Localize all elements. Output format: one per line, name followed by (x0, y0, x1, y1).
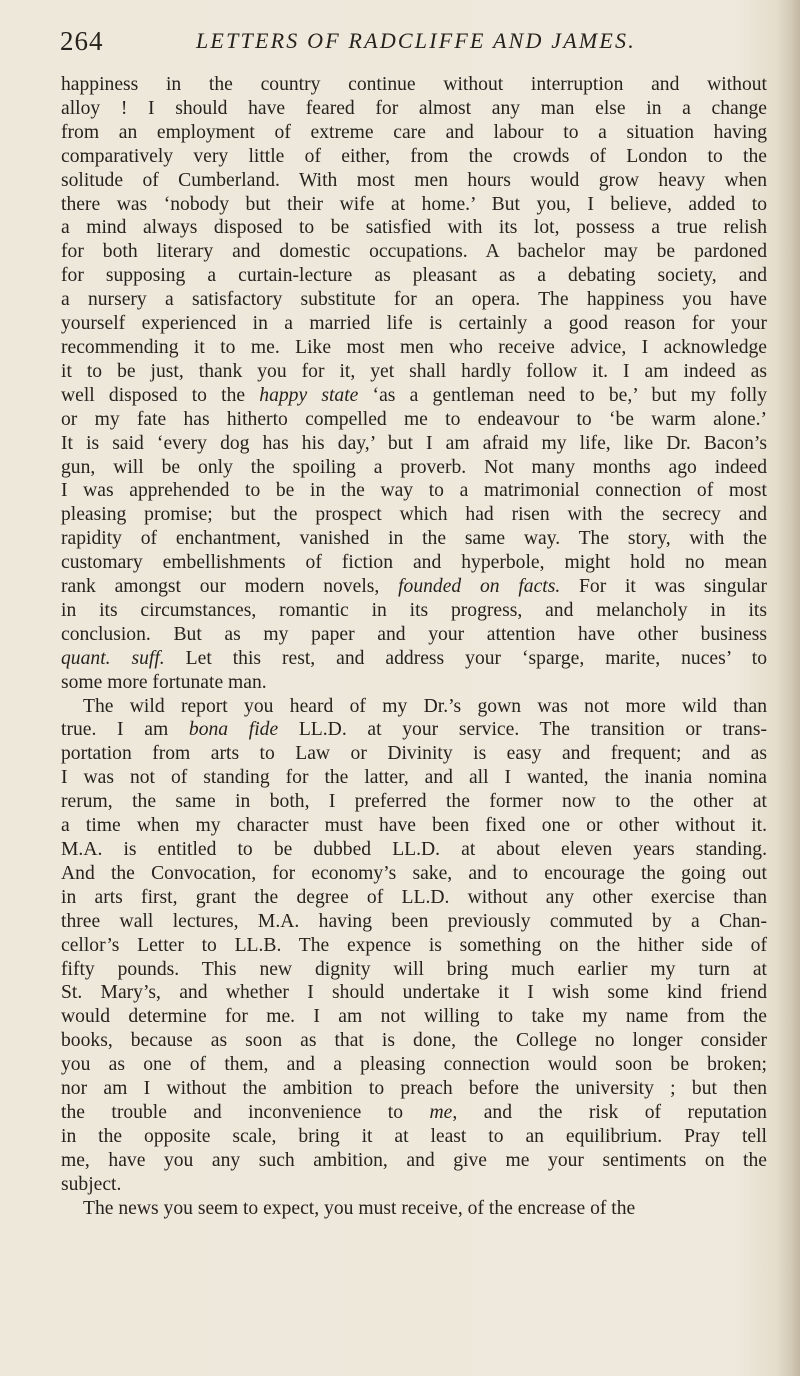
italic-phrase: quant. suff. (61, 647, 165, 669)
text-line: in arts first, grant the degree of LL.D. without any other exercise than (61, 886, 767, 908)
text-segment: , and the risk of reputation (452, 1101, 767, 1123)
text-line: books, because as soon as that is done, the College no longer consider (61, 1030, 767, 1052)
text-line: subject. (61, 1173, 122, 1195)
text-line: in its circumstances, romantic in its progress, and melancholy in its (61, 599, 767, 621)
text-line: rerum, the same in both, I preferred the former now to the other at (61, 791, 767, 813)
text-line: a time when my character must have been fixed one or other without it. (61, 815, 767, 837)
text-line (61, 718, 767, 742)
text-line: The wild report you heard of my Dr.’s gown was not more wild than (83, 695, 767, 717)
text-line: or my fate has hitherto compelled me to endeavour to ‘be warm alone.’ (61, 408, 767, 430)
text-segment: LL.D. at your service. The transition or trans- (278, 719, 768, 741)
page-number: 264 (60, 26, 104, 56)
italic-phrase: happy state (259, 384, 359, 406)
text-line: M.A. is entitled to be dubbed LL.D. at about eleven years standing. (61, 839, 767, 860)
text-segment: the trouble and inconvenience to (61, 1101, 430, 1123)
text-line: customary embellishments of fiction and hyperbole, might hold no mean (61, 552, 767, 574)
text-line: The news you seem to expect, you must receive, of the encrease of the (83, 1197, 636, 1219)
text-line (61, 647, 767, 671)
text-line: rapidity of enchantment, vanished in the same way. The story, with the (61, 528, 767, 550)
text-line: gun, will be only the spoiling a proverb. Not many months ago indeed (61, 456, 767, 478)
text-line: And the Convocation, for economy’s sake, and to encourage the going out (61, 862, 767, 884)
text-line: I was not of standing for the latter, and all I wanted, the inania nomina (61, 767, 767, 789)
text-segment: rank amongst our modern novels, (61, 576, 399, 598)
text-line: St. Mary’s, and whether I should undertake it I wish some kind friend (61, 982, 767, 1004)
text-segment: Let this rest, and address your ‘sparge, marite, nuces’ to (164, 647, 767, 669)
text-segment: For it was singular (560, 576, 768, 598)
text-line: conclusion. But as my paper and your attention have other business (61, 623, 767, 645)
text-line (61, 1101, 767, 1125)
text-line: a mind always disposed to be satisfied with its lot, possess a true relish (61, 217, 767, 239)
text-line: I was apprehended to be in the way to a matrimonial connection of most (61, 480, 767, 502)
text-line: recommending it to me. Like most men who receive advice, I acknowledge (61, 336, 767, 358)
text-line: solitude of Cumberland. With most men hours would grow heavy when (61, 169, 767, 191)
text-line: It is said ‘every dog has his day,’ but I am afraid my life, like Dr. Bacon’s (61, 432, 767, 454)
text-line: nor am I without the ambition to preach before the university ; but then (61, 1078, 767, 1100)
text-line: comparatively very little of either, from the crowds of London to the (61, 145, 767, 167)
page-header (60, 20, 750, 60)
italic-phrase: me (429, 1101, 453, 1123)
text-line: pleasing promise; but the prospect which had risen with the secrecy and (61, 504, 767, 526)
text-line: from an employment of extreme care and labour to a situation having (61, 121, 767, 143)
text-line: for both literary and domestic occupations. A bachelor may be pardoned (61, 241, 767, 263)
text-line (61, 575, 767, 599)
text-line: in the opposite scale, bring it at least to an equilibrium. Pray tell (61, 1125, 767, 1147)
italic-phrase: bona fide (188, 719, 279, 741)
text-segment: true. I am (61, 719, 189, 741)
text-line: cellor’s Letter to LL.B. The expence is something on the hither side of (61, 934, 767, 956)
italic-phrase: founded on facts. (398, 576, 561, 598)
text-line: happiness in the country continue without interruption and without (61, 74, 767, 95)
text-line: portation from arts to Law or Divinity is easy and frequent; and as (61, 743, 767, 765)
text-segment: ‘as a gentleman need to be,’ but my folly (358, 384, 768, 406)
page-edge-shadow (778, 0, 800, 1376)
text-line: me, have you any such ambition, and give me your sentiments on the (61, 1149, 767, 1171)
text-segment: well disposed to the (61, 384, 260, 406)
text-line (61, 384, 767, 408)
text-line: some more fortunate man. (61, 671, 267, 693)
text-line: there was ‘nobody but their wife at home.’ But you, I believe, added to (61, 193, 767, 215)
running-title: LETTERS OF RADCLIFFE AND JAMES. (196, 28, 636, 53)
text-line: it to be just, thank you for it, yet shall hardly follow it. I am indeed as (61, 360, 767, 382)
text-line: a nursery a satisfactory substitute for an opera. The happiness you have (61, 289, 767, 311)
text-line: you as one of them, and a pleasing connection would soon be broken; (61, 1054, 767, 1076)
text-line: fifty pounds. This new dignity will bring much earlier my turn at (61, 958, 767, 980)
text-line: three wall lectures, M.A. having been previously commuted by a Chan- (61, 910, 767, 932)
text-line: alloy ! I should have feared for almost any man else in a change (61, 97, 767, 119)
letter-body (61, 73, 767, 1221)
text-line: yourself experienced in a married life is certainly a good reason for your (61, 313, 767, 335)
text-line: for supposing a curtain-lecture as pleasant as a debating society, and (61, 265, 767, 287)
text-line: would determine for me. I am not willing to take my name from the (61, 1006, 767, 1028)
